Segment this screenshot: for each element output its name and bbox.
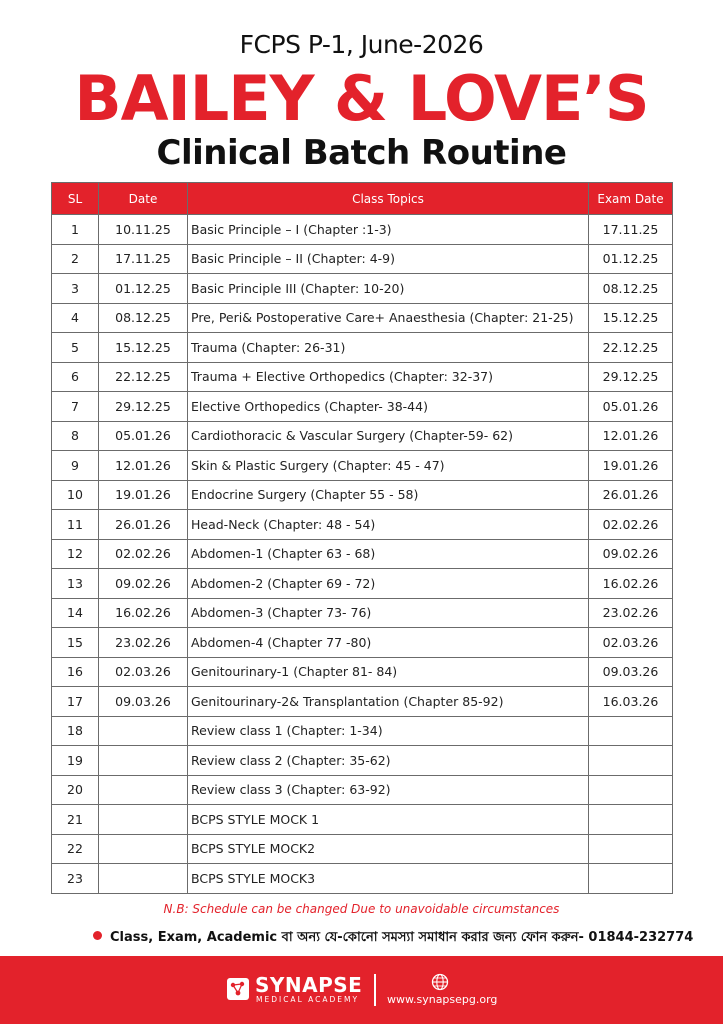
cell-topic: Elective Orthopedics (Chapter- 38-44)	[188, 392, 589, 422]
table-row	[52, 451, 673, 481]
exam-subtitle: FCPS P-1, June-2026	[239, 30, 484, 59]
table-row	[52, 746, 673, 776]
cell-topic: Review class 1 (Chapter: 1-34)	[188, 716, 589, 746]
cell-exam-date	[589, 834, 673, 864]
cell-exam-date: 02.02.26	[589, 510, 673, 540]
cell-topic: Review class 3 (Chapter: 63-92)	[188, 775, 589, 805]
cell-exam-date: 16.03.26	[589, 687, 673, 717]
cell-date	[99, 805, 188, 835]
cell-sl: 11	[52, 510, 99, 540]
cell-exam-date: 02.03.26	[589, 628, 673, 658]
cell-topic: Review class 2 (Chapter: 35-62)	[188, 746, 589, 776]
table-row	[52, 392, 673, 422]
table-body	[52, 215, 673, 894]
cell-sl: 13	[52, 569, 99, 599]
cell-exam-date: 12.01.26	[589, 421, 673, 451]
footer-bar	[0, 956, 723, 1024]
column-header-topics: Class Topics	[188, 183, 589, 215]
contact-line	[93, 928, 693, 949]
cell-topic: Abdomen-2 (Chapter 69 - 72)	[188, 569, 589, 599]
cell-date	[99, 864, 188, 894]
cell-date	[99, 775, 188, 805]
cell-exam-date	[589, 864, 673, 894]
cell-sl: 20	[52, 775, 99, 805]
cell-exam-date: 29.12.25	[589, 362, 673, 392]
table-row	[52, 215, 673, 245]
table-row	[52, 628, 673, 658]
cell-sl: 7	[52, 392, 99, 422]
cell-exam-date: 16.02.26	[589, 569, 673, 599]
cell-exam-date: 19.01.26	[589, 451, 673, 481]
cell-date: 09.02.26	[99, 569, 188, 599]
cell-exam-date: 09.03.26	[589, 657, 673, 687]
cell-exam-date: 05.01.26	[589, 392, 673, 422]
cell-exam-date: 26.01.26	[589, 480, 673, 510]
cell-sl: 23	[52, 864, 99, 894]
table-row	[52, 569, 673, 599]
cell-exam-date	[589, 716, 673, 746]
cell-sl: 3	[52, 274, 99, 304]
contact-text: Class, Exam, Academic বা অন্য যে-কোনো সমস্যা সমাধান করার জন্য ফোন করুন- 01844-232774	[110, 930, 694, 945]
synapse-logo-icon	[227, 978, 249, 1000]
cell-topic: Trauma + Elective Orthopedics (Chapter: 32-37)	[188, 362, 589, 392]
cell-sl: 18	[52, 716, 99, 746]
cell-sl: 8	[52, 421, 99, 451]
cell-sl: 1	[52, 215, 99, 245]
cell-date: 17.11.25	[99, 244, 188, 274]
column-header-exam-date: Exam Date	[589, 183, 673, 215]
bullet-icon	[93, 931, 102, 940]
brand-subtitle: MEDICAL ACADEMY	[256, 995, 360, 1004]
cell-topic: Trauma (Chapter: 26-31)	[188, 333, 589, 363]
cell-topic: Abdomen-3 (Chapter 73- 76)	[188, 598, 589, 628]
cell-topic: Skin & Plastic Surgery (Chapter: 45 - 47)	[188, 451, 589, 481]
cell-exam-date	[589, 775, 673, 805]
cell-exam-date: 01.12.25	[589, 244, 673, 274]
cell-date: 29.12.25	[99, 392, 188, 422]
cell-date	[99, 716, 188, 746]
table-header-row	[52, 183, 673, 215]
cell-sl: 19	[52, 746, 99, 776]
table-row	[52, 274, 673, 304]
cell-sl: 16	[52, 657, 99, 687]
cell-date	[99, 834, 188, 864]
cell-sl: 15	[52, 628, 99, 658]
cell-topic: Abdomen-1 (Chapter 63 - 68)	[188, 539, 589, 569]
cell-sl: 21	[52, 805, 99, 835]
cell-exam-date: 22.12.25	[589, 333, 673, 363]
cell-exam-date	[589, 746, 673, 776]
routine-table	[51, 182, 673, 894]
cell-topic: Genitourinary-2& Transplantation (Chapter 85-92)	[188, 687, 589, 717]
table-row	[52, 657, 673, 687]
table-row	[52, 687, 673, 717]
table-row	[52, 805, 673, 835]
cell-topic: Abdomen-4 (Chapter 77 -80)	[188, 628, 589, 658]
cell-date: 22.12.25	[99, 362, 188, 392]
table-row	[52, 244, 673, 274]
cell-topic: BCPS STYLE MOCK3	[188, 864, 589, 894]
cell-sl: 17	[52, 687, 99, 717]
cell-topic: Cardiothoracic & Vascular Surgery (Chapter-59- 62)	[188, 421, 589, 451]
table-row	[52, 539, 673, 569]
cell-topic: BCPS STYLE MOCK 1	[188, 805, 589, 835]
cell-sl: 10	[52, 480, 99, 510]
table-row	[52, 834, 673, 864]
cell-exam-date: 08.12.25	[589, 274, 673, 304]
cell-topic: Endocrine Surgery (Chapter 55 - 58)	[188, 480, 589, 510]
cell-date: 02.03.26	[99, 657, 188, 687]
cell-sl: 9	[52, 451, 99, 481]
cell-date: 23.02.26	[99, 628, 188, 658]
table-row	[52, 598, 673, 628]
table-row	[52, 303, 673, 333]
cell-sl: 12	[52, 539, 99, 569]
globe-icon	[431, 973, 449, 991]
cell-date	[99, 746, 188, 776]
cell-date: 02.02.26	[99, 539, 188, 569]
cell-exam-date: 23.02.26	[589, 598, 673, 628]
cell-date: 12.01.26	[99, 451, 188, 481]
cell-topic: Basic Principle – II (Chapter: 4-9)	[188, 244, 589, 274]
cell-topic: Basic Principle – I (Chapter :1-3)	[188, 215, 589, 245]
cell-date: 08.12.25	[99, 303, 188, 333]
table-row	[52, 362, 673, 392]
cell-date: 15.12.25	[99, 333, 188, 363]
cell-exam-date: 09.02.26	[589, 539, 673, 569]
table-row	[52, 333, 673, 363]
cell-exam-date: 15.12.25	[589, 303, 673, 333]
cell-exam-date: 17.11.25	[589, 215, 673, 245]
cell-topic: Basic Principle III (Chapter: 10-20)	[188, 274, 589, 304]
cell-topic: Pre, Peri& Postoperative Care+ Anaesthesia (Chapter: 21-25)	[188, 303, 589, 333]
column-header-sl: SL	[52, 183, 99, 215]
table-row	[52, 510, 673, 540]
table-row	[52, 480, 673, 510]
cell-date: 16.02.26	[99, 598, 188, 628]
cell-sl: 2	[52, 244, 99, 274]
cell-sl: 22	[52, 834, 99, 864]
cell-sl: 5	[52, 333, 99, 363]
brand-name: SYNAPSE	[255, 973, 363, 997]
cell-sl: 4	[52, 303, 99, 333]
cell-topic: Genitourinary-1 (Chapter 81- 84)	[188, 657, 589, 687]
column-header-date: Date	[99, 183, 188, 215]
table-row	[52, 864, 673, 894]
schedule-note: N.B: Schedule can be changed Due to unavoidable circumstances	[163, 902, 560, 916]
book-title: BAILEY & LOVE’S	[74, 62, 649, 135]
cell-date: 19.01.26	[99, 480, 188, 510]
cell-date: 01.12.25	[99, 274, 188, 304]
footer-divider	[374, 974, 376, 1006]
cell-date: 09.03.26	[99, 687, 188, 717]
table-row	[52, 775, 673, 805]
cell-exam-date	[589, 805, 673, 835]
cell-date: 05.01.26	[99, 421, 188, 451]
table-row	[52, 421, 673, 451]
website-link[interactable]: www.synapsepg.org	[387, 993, 498, 1006]
cell-date: 10.11.25	[99, 215, 188, 245]
cell-date: 26.01.26	[99, 510, 188, 540]
cell-sl: 14	[52, 598, 99, 628]
table-row	[52, 716, 673, 746]
cell-topic: BCPS STYLE MOCK2	[188, 834, 589, 864]
routine-title: Clinical Batch Routine	[156, 133, 567, 173]
cell-sl: 6	[52, 362, 99, 392]
cell-topic: Head-Neck (Chapter: 48 - 54)	[188, 510, 589, 540]
